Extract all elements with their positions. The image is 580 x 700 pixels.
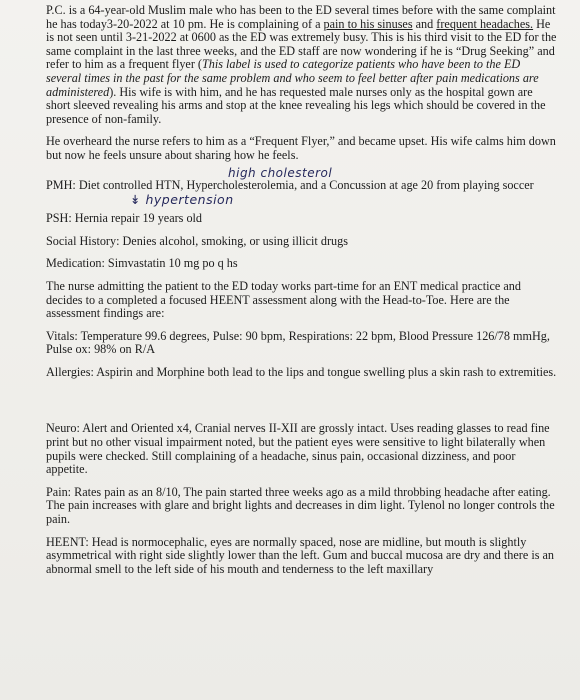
overheard-paragraph: He overheard the nurse refers to him as a “Frequent Flyer,” and became upset. His wife calms him down but now he feels unsure about sharing how he feels.: [46, 134, 556, 162]
pmh-paragraph: PMH: Diet controlled HTN, Hypercholesterolemia, and a Concussion at age 20 from playing soccer: [46, 177, 534, 192]
underlined-headaches: frequent headaches.: [436, 16, 534, 31]
heent-paragraph: HEENT: Head is normocephalic, eyes are normally spaced, nose are midline, but mouth is slightly asymmetrical with right side slightly lower than the left. Gum and buccal mucosa are dry and there is an abnormal smell to the left side of his mouth and tenderness to the left maxillary: [46, 534, 555, 576]
case-intro-text: and: [412, 16, 437, 31]
nurse-assessment-paragraph: The nurse admitting the patient to the ED today works part-time for an ENT medical practice and decides to a completed a focused HEENT assessment along with the Head-to-Toe. Here are the assessment findings are:: [46, 278, 521, 321]
handwritten-note-hypertension: [130, 194, 558, 208]
neuro-paragraph: Neuro: Alert and Oriented x4, Cranial nerves II-XII are grossly intact. Uses reading glasses to read fine print but no other visual impairment noted, but the patient eyes were sensitive to light bilaterally when pupils were checked. Still complaining of a headache, sinus pain, occasional dizziness, and poor appetite.: [46, 421, 550, 477]
frequent-flyer-definition: This label is used to categorize patients who have been to the ED several times in the past for the same problem and who seem to feel better after pain medications are administered: [46, 57, 539, 99]
vitals-paragraph: Vitals: Temperature 99.6 degrees, Pulse: 90 bpm, Respirations: 22 bpm, Blood Pressure 126/78 mmHg, Pulse ox: 98% on R/A: [46, 328, 550, 357]
medication-paragraph: Medication: Simvastatin 10 mg po q hs: [46, 256, 238, 271]
case-intro-text: P.C. is a 64-year-old Muslim male who has been to the ED several times before with the same complaint he has today3-20-2022 at 10 pm. He is complaining of a: [46, 3, 556, 31]
handwritten-hypertension-text: hypertension: [145, 192, 234, 208]
case-intro-text: He is not seen until 3-21-2022 at 0600 as the ED was extremely busy. This is his third visit to the ED for the same complaint in the last three weeks, and the ED staff are now wondering if he is “Drug Seeking” and refer to him as a frequent flyer (: [46, 16, 557, 72]
allergies-paragraph: Allergies: Aspirin and Morphine both lead to the lips and tongue swelling plus a skin rash to extremities.: [46, 364, 557, 379]
blank-space: [46, 388, 558, 422]
case-intro-text: ). His wife is with him, and he has requested male nurses only as the hospital gown are short sleeved revealing his arms and stop at the knee revealing his legs which should be covered in the presence of non-family.: [46, 84, 546, 126]
social-history-paragraph: Social History: Denies alcohol, smoking, or using illicit drugs: [46, 233, 348, 248]
handwritten-note-high-cholesterol: high cholesterol: [228, 165, 333, 180]
case-intro-paragraph: [46, 4, 558, 126]
handwritten-arrow-icon: ↡: [130, 192, 141, 208]
pain-paragraph: Pain: Rates pain as an 8/10, The pain started three weeks ago as a mild throbbing headache after eating. The pain increases with glare and bright lights and decreases in dim light. Tylenol no longer controls the pain.: [46, 484, 555, 527]
psh-paragraph: PSH: Hernia repair 19 years old: [46, 211, 203, 226]
underlined-sinus-pain: pain to his sinuses: [323, 16, 413, 31]
